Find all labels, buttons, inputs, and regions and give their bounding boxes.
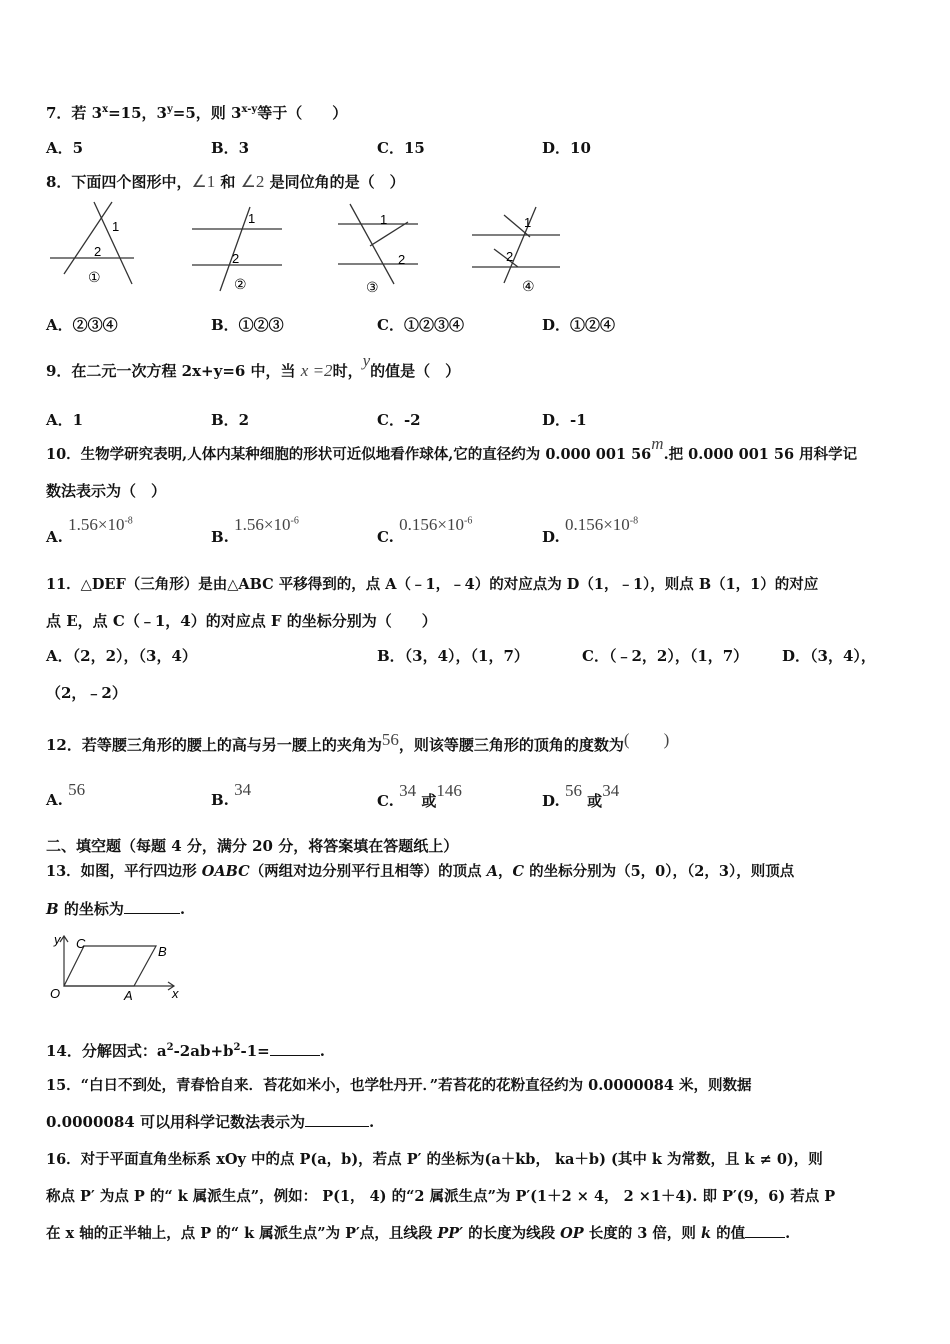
q12-option-c[interactable]: C. 34 或146 xyxy=(377,781,462,810)
q13-answer-blank[interactable] xyxy=(124,899,180,914)
q7-option-c[interactable]: C．15 xyxy=(377,139,425,157)
q16-answer-blank[interactable] xyxy=(745,1223,785,1238)
q8-figure-2 xyxy=(190,205,285,295)
q11-stem-line1: 11．△DEF（三角形）是由△ABC 平移得到的，点 A（﹣1，﹣4）的对应点为 D（1，﹣1），则点 B（1，1）的对应 xyxy=(46,576,819,593)
q10-option-a[interactable]: A. $1.56\times 10^{-8}$ xyxy=(46,515,133,546)
q13-fig-a-label: A xyxy=(124,988,133,1003)
q12-stem: 12．若等腰三角形的腰上的高与另一腰上的夹角为56，则该等腰三角形的顶角的度数为( ) xyxy=(46,730,670,754)
q13-fig-c-label: C xyxy=(76,936,86,951)
q11-option-c[interactable]: C．（﹣2，2），（1，7） xyxy=(582,647,749,665)
q13-fig-o-label: O xyxy=(50,986,61,1001)
q10-stem-line2: 数法表示为（ ） xyxy=(46,482,167,500)
q9-option-c[interactable]: C．-2 xyxy=(377,411,421,429)
q10-stem-line1: 10．生物学研究表明,人体内某种细胞的形状可近似地看作球体,它的直径约为 0.000 001 56m.把 0.000 001 56 用科学记 xyxy=(46,434,858,463)
q8-fig4-angle-1: 1 xyxy=(524,215,532,230)
q11-option-d-continued: （2，﹣2） xyxy=(46,684,127,702)
q8-fig3-label: ③ xyxy=(366,279,379,295)
q8-fig3-angle-1: 1 xyxy=(380,212,388,227)
q15-stem-line1: 15．“白日不到处，青春恰自来．苔花如米小，也学牡丹开．”若苔花的花粉直径约为 0.0000084 米，则数据 xyxy=(46,1077,752,1094)
q10-option-c[interactable]: C. $0.156\times 10^{-6}$ xyxy=(377,515,473,546)
q8-fig1-label: ① xyxy=(88,269,101,285)
q7-option-a[interactable]: A．5 xyxy=(46,139,84,157)
q16-stem-line3: 在 x 轴的正半轴上，点 P 的“ k 属派生点”为 P′点，且线段 PP′ 的长度为线段 OP 长度的 3 倍，则 k 的值 . xyxy=(46,1225,791,1242)
q8-fig4-angle-2: 2 xyxy=(506,249,514,264)
q10-option-d[interactable]: D. $0.156\times 10^{-8}$ xyxy=(542,515,639,546)
q16-stem-line2: 称点 P′ 为点 P 的“ k 属派生点”，例如： P(1， 4) 的“2 属派生点”为 P′(1＋2 × 4， 2 ×1＋4). 即 P′(9，6) 若点 P xyxy=(46,1188,836,1205)
q13-figure xyxy=(46,930,186,1002)
q9-option-d[interactable]: D．-1 xyxy=(542,411,587,429)
q13-fig-x-label: x xyxy=(172,986,179,1001)
q8-fig2-label: ② xyxy=(234,276,247,292)
q9-stem: 9．在二元一次方程 2x+y=6 中，当 x =2时，y的值是（ ） xyxy=(46,351,461,380)
q7-option-d[interactable]: D．10 xyxy=(542,139,591,157)
q8-option-d[interactable]: D．①②④ xyxy=(542,316,616,334)
q13-stem-line1: 13．如图，平行四边形 OABC（两组对边分别平行且相等）的顶点 A，C 的坐标分别为（5，0），（2，3），则顶点 xyxy=(46,863,795,880)
section-2-title: 二、填空题（每题 4 分，满分 20 分，将答案填在答题纸上） xyxy=(46,837,459,855)
q8-stem: 8．下面四个图形中，∠1 和 ∠2 是同位角的是（ ） xyxy=(46,172,405,191)
q15-answer-blank[interactable] xyxy=(305,1112,369,1127)
q11-option-b[interactable]: B．（3，4），（1，7） xyxy=(377,647,529,665)
q8-option-b[interactable]: B．①②③ xyxy=(211,316,284,334)
q11-option-a[interactable]: A．（2，2），（3，4） xyxy=(46,647,197,665)
q14-stem: 14．分解因式：$a^2-2ab+b^2-1=$ . xyxy=(46,1042,325,1060)
q9-option-a[interactable]: A．1 xyxy=(46,411,84,429)
q8-figure-1 xyxy=(50,200,140,290)
q8-fig1-angle-2: 2 xyxy=(94,244,102,259)
q8-option-a[interactable]: A．②③④ xyxy=(46,316,118,334)
q13-fig-b-label: B xyxy=(158,944,167,959)
q7-option-b[interactable]: B．3 xyxy=(211,139,250,157)
q13-stem-line2: B 的坐标为 . xyxy=(46,900,186,918)
q8-option-c[interactable]: C．①②③④ xyxy=(377,316,464,334)
q8-fig3-angle-2: 2 xyxy=(398,252,406,267)
q8-figure-4 xyxy=(470,205,565,295)
q8-figure-3 xyxy=(336,200,426,295)
q8-fig2-angle-1: 1 xyxy=(248,211,256,226)
q15-stem-line2: 0.0000084 可以用科学记数法表示为 . xyxy=(46,1113,375,1131)
q11-stem-line2: 点 E，点 C（﹣1，4）的对应点 F 的坐标分别为（ ） xyxy=(46,612,437,630)
q12-option-d[interactable]: D. 56 或34 xyxy=(542,781,620,810)
q11-option-d[interactable]: D．（3，4）， xyxy=(782,647,876,665)
q8-fig4-label: ④ xyxy=(522,278,535,294)
q16-stem-line1: 16．对于平面直角坐标系 xOy 中的点 P(a，b)，若点 P′ 的坐标为(a＋kb， ka＋b) (其中 k 为常数，且 k ≠ 0)，则 xyxy=(46,1151,823,1168)
q12-option-a[interactable]: A. 56 xyxy=(46,780,86,809)
q12-option-b[interactable]: B. 34 xyxy=(211,780,252,809)
q8-fig1-angle-1: 1 xyxy=(112,219,120,234)
q9-option-b[interactable]: B．2 xyxy=(211,411,250,429)
q14-answer-blank[interactable] xyxy=(270,1041,320,1056)
q13-fig-y-label: y xyxy=(54,932,61,947)
q7-stem: 7．若 $3^x=15$，$3^y=5$，则 3$^{x-y}$等于（ ） xyxy=(46,104,348,122)
q8-fig2-angle-2: 2 xyxy=(232,251,240,266)
q10-option-b[interactable]: B. $1.56\times 10^{-6}$ xyxy=(211,515,299,546)
